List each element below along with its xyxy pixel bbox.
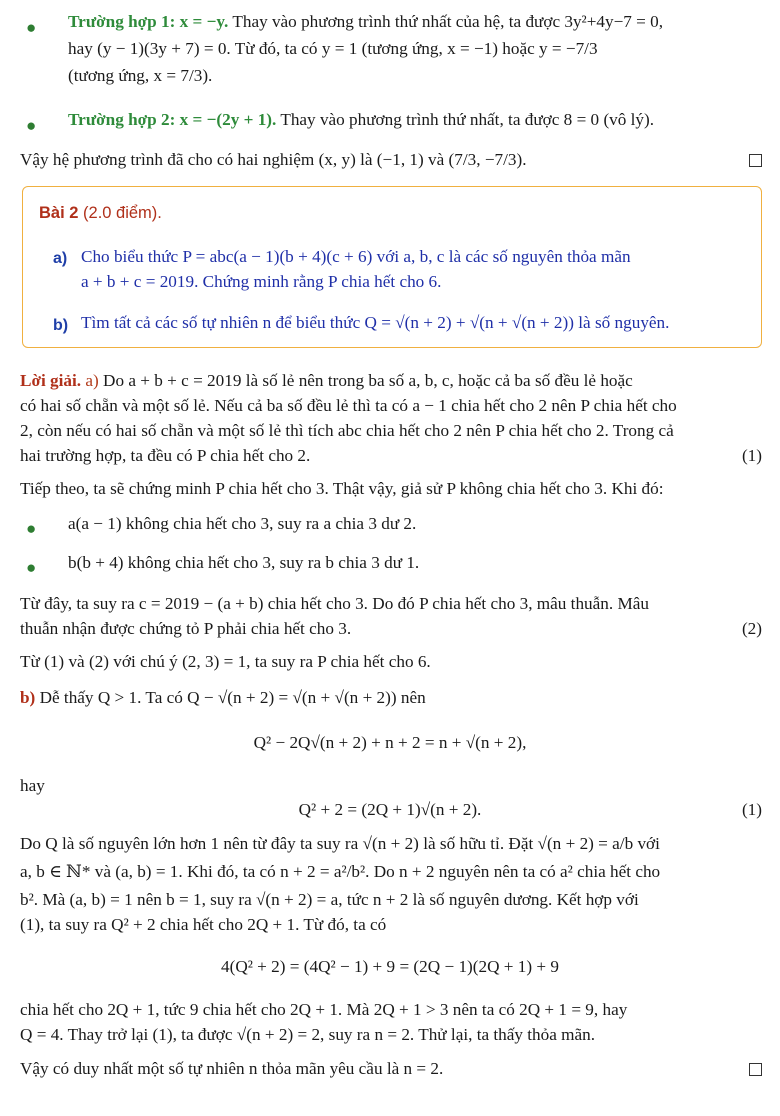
bullet-icon: ● bbox=[26, 18, 37, 37]
solution-part-b-label: b) bbox=[20, 688, 36, 707]
case1-line2: hay (y − 1)(3y + 7) = 0. Từ đó, ta có y = 1 (tương ứng, x = −1) hoặc y = −7/3 bbox=[68, 39, 598, 58]
case1-line1 bbox=[68, 10, 762, 34]
solution-p1-line2: có hai số chẵn và một số lẻ. Nếu cả ba số đều lẻ thì ta có a − 1 chia hết cho 2 nên P chia hết cho bbox=[20, 396, 677, 415]
case2-text: Thay vào phương trình thứ nhất, ta được 8 = 0 (vô lý). bbox=[276, 110, 655, 129]
problem-title-bold: Bài 2 bbox=[39, 204, 79, 222]
bullet-icon: ● bbox=[26, 519, 37, 538]
solution-part-a-label: a) bbox=[85, 371, 99, 390]
solution-p6-line1: Do Q là số nguyên lớn hơn 1 nên từ đây ta suy ra √(n + 2) là số hữu tỉ. Đặt √(n + 2) = a/b với bbox=[20, 834, 660, 853]
problem-title bbox=[39, 201, 162, 225]
solution-p1-line3: 2, còn nếu có hai số chẵn và một số lẻ thì tích abc chia hết cho 2 nên P chia hết cho 2. Trong cả bbox=[20, 421, 674, 440]
equation-number: (1) bbox=[741, 446, 762, 465]
solution-bullet1: a(a − 1) không chia hết cho 3, suy ra a chia 3 dư 2. bbox=[68, 514, 417, 533]
qed-square-icon bbox=[749, 1063, 762, 1076]
solution-p6-line3: b². Mà (a, b) = 1 nên b = 1, suy ra √(n + 2) = a, tức n + 2 là số nguyên dương. Kết hợp với bbox=[20, 890, 639, 909]
case2-line bbox=[68, 108, 762, 132]
case1-line3: (tương ứng, x = 7/3). bbox=[68, 66, 213, 85]
qed-square-icon bbox=[749, 154, 762, 167]
solution-p5 bbox=[20, 686, 762, 710]
part-a-label: a) bbox=[53, 250, 68, 267]
part-b-line1: Tìm tất cả các số tự nhiên n để biểu thức Q = √(n + 2) + √(n + √(n + 2)) là số nguyên. bbox=[81, 313, 670, 332]
solution-p2: Tiếp theo, ta sẽ chứng minh P chia hết cho 3. Thật vậy, giả sử P không chia hết cho 3. Khi đó: bbox=[20, 479, 664, 498]
solution-p3-line1: Từ đây, ta suy ra c = 2019 − (a + b) chia hết cho 3. Do đó P chia hết cho 3, mâu thuẫn. Mâu bbox=[20, 594, 649, 613]
solution-p4: Từ (1) và (2) với chú ý (2, 3) = 1, ta suy ra P chia hết cho 6. bbox=[20, 652, 431, 671]
solution-p1-text: Do a + b + c = 2019 là số lẻ nên trong ba số a, b, c, hoặc cả ba số đều lẻ hoặc bbox=[98, 371, 633, 390]
solution-p1-line1 bbox=[20, 369, 762, 393]
bullet-icon: ● bbox=[26, 558, 37, 577]
equation-3: 4(Q² + 2) = (4Q² − 1) + 9 = (2Q − 1)(2Q + 1) + 9 bbox=[221, 957, 559, 976]
solution-p6-line2: a, b ∈ ℕ* và (a, b) = 1. Khi đó, ta có n + 2 = a²/b². Do n + 2 nguyên nên ta có a² chia hết cho bbox=[20, 862, 661, 881]
equation-number: (2) bbox=[741, 619, 762, 638]
solution-p7-line1: chia hết cho 2Q + 1, tức 9 chia hết cho 2Q + 1. Mà 2Q + 1 > 3 nên ta có 2Q + 1 = 9, hay bbox=[20, 1000, 628, 1019]
equation-2: Q² + 2 = (2Q + 1)√(n + 2). bbox=[298, 800, 482, 819]
part-b-label: b) bbox=[53, 317, 69, 334]
problem-title-rest: (2.0 điểm). bbox=[78, 204, 162, 222]
solution-bullet2: b(b + 4) không chia hết cho 3, suy ra b chia 3 dư 1. bbox=[68, 553, 420, 572]
solution-label: Lời giải. bbox=[20, 371, 82, 390]
problem-box bbox=[22, 186, 762, 348]
solution-p7-line2: Q = 4. Thay trở lại (1), ta được √(n + 2) = 2, suy ra n = 2. Thử lại, ta thấy thỏa mãn. bbox=[20, 1025, 596, 1044]
solution-p1-line4: hai trường hợp, ta đều có P chia hết cho 2. bbox=[20, 446, 311, 465]
solution-p6-line4: (1), ta suy ra Q² + 2 chia hết cho 2Q + 1. Từ đó, ta có bbox=[20, 915, 387, 934]
hay-word: hay bbox=[20, 776, 45, 795]
part-a-line2: a + b + c = 2019. Chứng minh rằng P chia hết cho 6. bbox=[81, 272, 442, 291]
solution-p5-text: Dễ thấy Q > 1. Ta có Q − √(n + 2) = √(n + √(n + 2)) nên bbox=[35, 688, 426, 707]
case1-label: Trường hợp 1: x = −y. bbox=[68, 12, 229, 31]
conclusion-line: Vậy hệ phương trình đã cho có hai nghiệm (x, y) là (−1, 1) và (7/3, −7/3). bbox=[20, 150, 527, 169]
final-answer: Vậy có duy nhất một số tự nhiên n thỏa mãn yêu cầu là n = 2. bbox=[20, 1059, 444, 1078]
case1-text1: Thay vào phương trình thứ nhất của hệ, ta được 3y²+4y−7 = 0, bbox=[228, 12, 664, 31]
solution-p3-line2: thuẫn nhận được chứng tỏ P phải chia hết cho 3. bbox=[20, 619, 352, 638]
equation-number: (1) bbox=[741, 800, 762, 819]
equation-1: Q² − 2Q√(n + 2) + n + 2 = n + √(n + 2), bbox=[253, 733, 527, 752]
part-a-line1: Cho biểu thức P = abc(a − 1)(b + 4)(c + 6) với a, b, c là các số nguyên thỏa mãn bbox=[81, 247, 631, 266]
case2-label: Trường hợp 2: x = −(2y + 1). bbox=[68, 110, 277, 129]
bullet-icon: ● bbox=[26, 116, 37, 135]
